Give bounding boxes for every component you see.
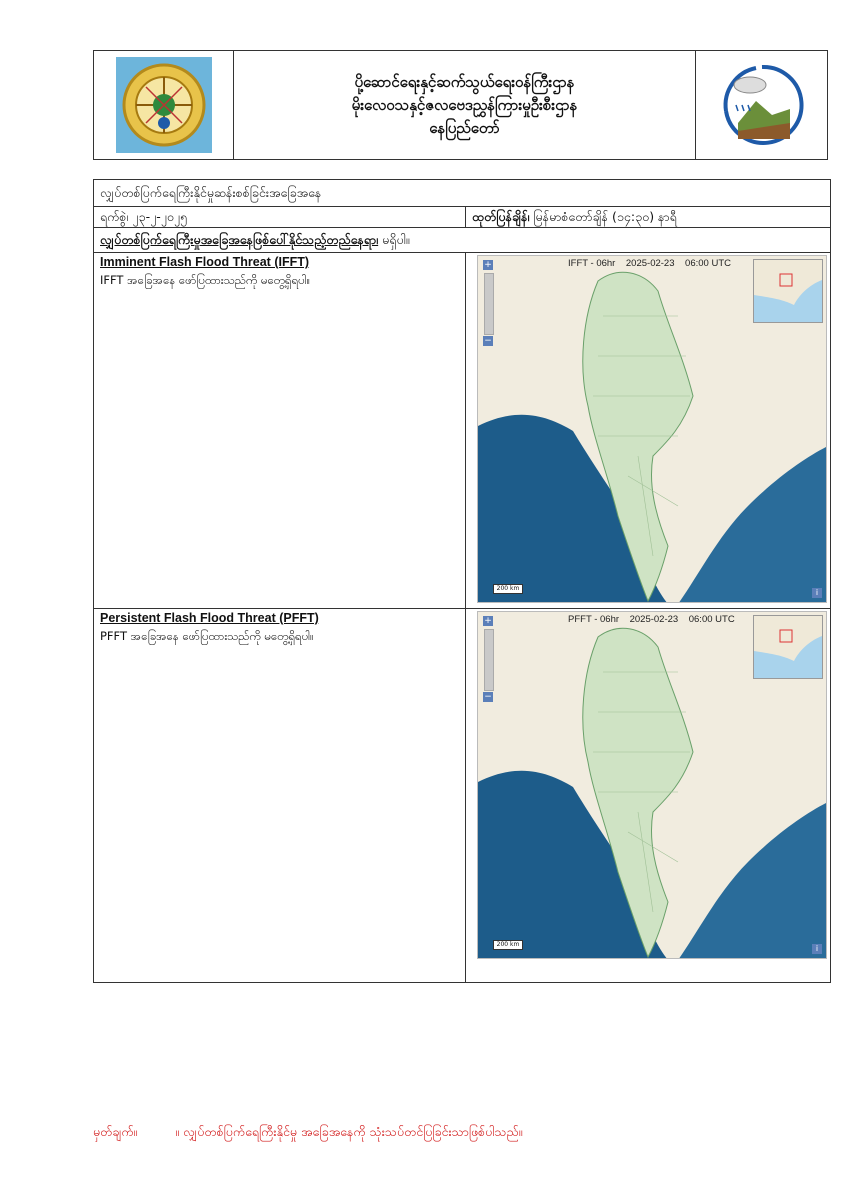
pfft-heading: Persistent Flash Flood Threat (PFFT) <box>100 611 319 625</box>
risk-row <box>94 228 830 253</box>
info-icon[interactable]: i <box>812 588 822 598</box>
city-name: နေပြည်တော် <box>429 118 500 137</box>
pfft-description: PFFT အခြေအနေ ဖော်ပြထားသည်ကို မတွေ့ရှိရပါ။ <box>100 629 314 643</box>
pfft-text <box>94 609 466 982</box>
zoom-in-button[interactable]: + <box>484 260 492 270</box>
letterhead <box>93 50 828 160</box>
subject: လျှပ်တစ်ပြက်ရေကြီးနိုင်မှုဆန်းစစ်ခြင်းအခြေအနေ <box>100 185 322 200</box>
note-label: မှတ်ချက်။ <box>93 1124 138 1139</box>
risk-value: မရှိပါ။ <box>382 232 410 247</box>
overview-map[interactable] <box>753 615 823 679</box>
ifft-map[interactable] <box>477 255 827 603</box>
overview-map[interactable] <box>753 259 823 323</box>
date-row <box>94 207 830 228</box>
note-text: ။ လျှပ်တစ်ပြက်ရေကြီးနိုင်မှု အခြေအနေကို သုံးသပ်တင်ပြခြင်းသာဖြစ်ပါသည်။ <box>175 1124 523 1139</box>
footer-note <box>93 1124 522 1143</box>
zoom-in-button[interactable]: + <box>484 616 492 626</box>
subject-row <box>94 180 830 207</box>
report-table <box>93 179 831 983</box>
info-icon[interactable]: i <box>812 944 822 954</box>
zoom-slider[interactable] <box>484 273 494 335</box>
risk-label: လျှပ်တစ်ပြက်ရေကြီးမှုအခြေအနေဖြစ်ပေါ်နိုင်သည့်တည်နေရာ၊ <box>100 232 379 247</box>
overview-map-graphic <box>754 260 822 322</box>
ministry-emblem-icon <box>116 57 212 153</box>
ifft-text <box>94 253 466 608</box>
hydro-cycle-icon <box>716 61 808 149</box>
zoom-out-button[interactable]: − <box>484 692 492 702</box>
ifft-row <box>94 253 830 609</box>
ifft-heading: Imminent Flash Flood Threat (IFFT) <box>100 255 310 269</box>
pfft-map[interactable] <box>477 611 827 959</box>
issue-time: မြန်မာစံတော်ချိန် (၁၄:၃၀) နာရီ <box>533 209 677 224</box>
issue-time-cell <box>466 207 683 227</box>
scale-bar: 200 km <box>493 940 523 950</box>
issue-time-label: ထုတ်ပြန်ချိန်၊ <box>472 209 530 224</box>
department-logo <box>696 51 827 159</box>
department-name: မိုးလေဝသနှင့်ဇလဗေဒညွှန်ကြားမှုဦးစီးဌာန <box>351 95 578 114</box>
pfft-row <box>94 609 830 982</box>
overview-map-graphic <box>754 616 822 678</box>
ifft-map-title: IFFT - 06hr 2025-02-23 06:00 UTC <box>568 258 731 269</box>
ministry-logo <box>94 51 234 159</box>
pfft-map-cell <box>466 609 830 982</box>
pfft-map-title: PFFT - 06hr 2025-02-23 06:00 UTC <box>568 614 735 625</box>
ifft-description: IFFT အခြေအနေ ဖော်ပြထားသည်ကို မတွေ့ရှိရပါ။ <box>100 273 311 287</box>
zoom-out-button[interactable]: − <box>484 336 492 346</box>
date: ရက်စွဲ၊ ၂၃-၂-၂၀၂၅ <box>94 207 466 227</box>
zoom-slider[interactable] <box>484 629 494 691</box>
ifft-map-cell <box>466 253 830 608</box>
ministry-name: ပို့ဆောင်ရေးနှင့်ဆက်သွယ်ရေးဝန်ကြီးဌာန <box>354 72 575 91</box>
scale-bar: 200 km <box>493 584 523 594</box>
letterhead-title <box>234 51 696 159</box>
